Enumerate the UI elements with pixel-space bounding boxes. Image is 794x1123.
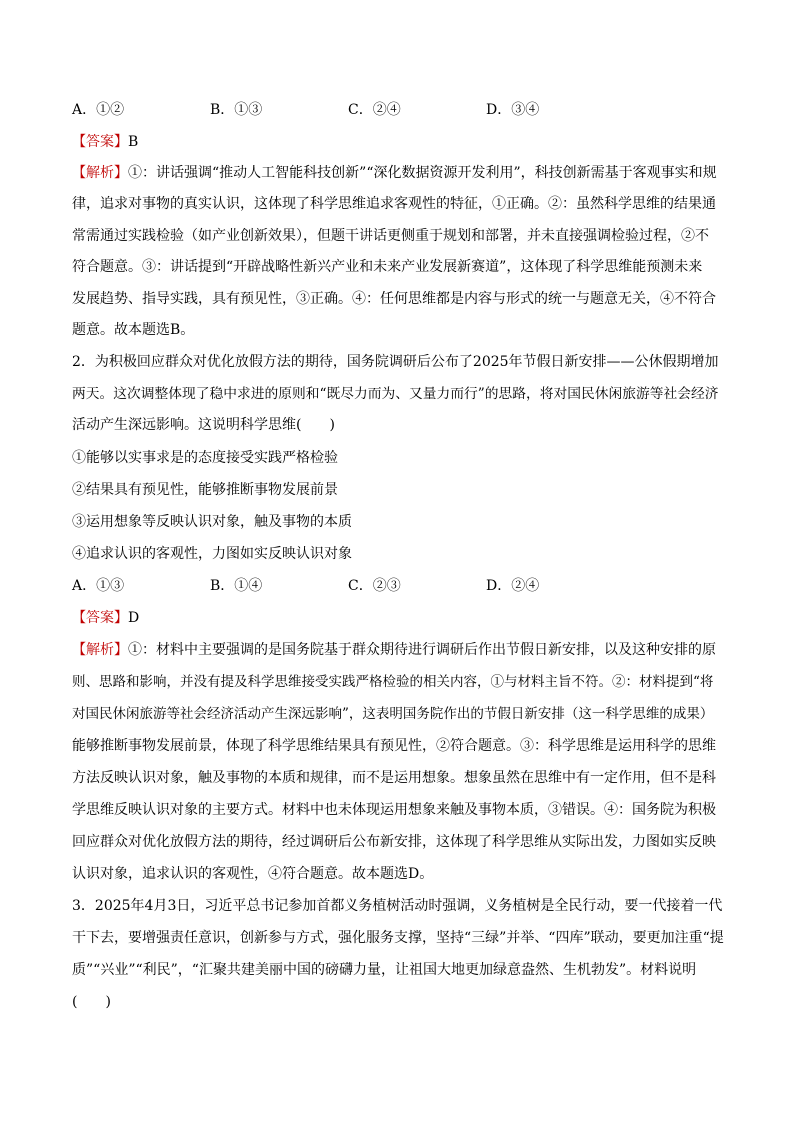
q1-analysis-line: 发展趋势、指导实践，具有预见性，③正确。④：任何思维都是内容与形式的统一与题意无关，④不符合	[72, 291, 716, 307]
q2-option-d: D．②④	[486, 578, 540, 594]
analysis-text: ①：材料中主要强调的是国务院基于群众期待进行调研后作出节假日新安排，以及这种安排的原	[128, 642, 716, 658]
q2-analysis-line: 则、思路和影响，并没有提及科学思维接受实践严格检验的相关内容，①与材料主旨不符。②：材料提到“将	[72, 674, 714, 690]
q2-analysis-line	[72, 640, 724, 660]
answer-label: 【答案】	[72, 134, 128, 150]
answer-label: 【答案】	[72, 610, 128, 626]
q2-analysis-line: 回应群众对优化放假方法的期待，经过调研后公布新安排，这体现了科学思维从实际出发，力图如实反映	[72, 834, 716, 850]
q2-choice: ①能够以实事求是的态度接受实践严格检验	[72, 450, 338, 466]
q1-analysis-line: 律，追求对事物的真实认识，这体现了科学思维追求客观性的特征，①正确。②：虽然科学思维的结果通	[72, 196, 716, 212]
q2-choice: ③运用想象等反映认识对象，触及事物的本质	[72, 514, 352, 530]
q3-stem-line: ( )	[72, 994, 111, 1010]
q1-analysis-line: 符合题意。③：讲话提到“开辟战略性新兴产业和未来产业发展新赛道”，这体现了科学思维能预测未来	[72, 259, 703, 275]
q1-option-c: C．②④	[348, 102, 401, 118]
analysis-label: 【解析】	[72, 642, 128, 658]
q1-analysis-line: 常需通过实践检验（如产业创新效果），但题干讲话更侧重于规划和部署，并未直接强调检验过程，②不	[72, 228, 709, 244]
q2-answer	[72, 608, 724, 628]
q2-choice: ④追求认识的客观性，力图如实反映认识对象	[72, 546, 352, 562]
q1-analysis-line: 题意。故本题选B。	[72, 322, 195, 338]
q1-option-b: B．①③	[210, 102, 263, 118]
q2-analysis-line: 能够推断事物发展前景，体现了科学思维结果具有预见性，②符合题意。③：科学思维是运用科学的思维	[72, 738, 716, 754]
q3-stem-line: 3．2025年4月3日，习近平总书记参加首都义务植树活动时强调，义务植树是全民行动，要一代接着一代	[72, 898, 723, 914]
q2-stem-line: 2．为积极回应群众对优化放假方法的期待，国务院调研后公布了2025年节假日新安排——公休假期增加	[72, 354, 719, 370]
q2-option-a: A．①③	[72, 578, 125, 594]
analysis-text: ①：讲话强调“推动人工智能科技创新”“深化数据资源开发利用”，科技创新需基于客观事实和规	[128, 165, 717, 181]
q2-choice: ②结果具有预见性，能够推断事物发展前景	[72, 482, 338, 498]
answer-value: B	[128, 134, 139, 150]
q1-option-a: A．①②	[72, 102, 125, 118]
q2-analysis-line: 学思维反映认识对象的主要方式。材料中也未体现运用想象来触及事物本质，③错误。④：国务院为积极	[72, 802, 716, 818]
q1-option-d: D．③④	[486, 102, 540, 118]
q2-analysis-line: 对国民休闲旅游等社会经济活动产生深远影响”，这表明国务院作出的节假日新安排（这一科学思维的成果）	[72, 706, 714, 722]
q2-stem-line: 活动产生深远影响。这说明科学思维( )	[72, 417, 335, 433]
answer-value: D	[128, 610, 140, 626]
q3-stem-line: 质”“兴业”“利民”，“汇聚共建美丽中国的磅礴力量，让祖国大地更加绿意盎然、生机勃发”。材料说明	[72, 962, 697, 978]
q1-answer	[72, 132, 724, 152]
q2-option-c: C．②③	[348, 578, 401, 594]
q2-analysis-line: 认识对象，追求认识的客观性，④符合题意。故本题选D。	[72, 866, 434, 882]
analysis-label: 【解析】	[72, 165, 128, 181]
q3-stem-line: 干下去，要增强责任意识，创新参与方式，强化服务支撑，坚持“三绿”并举、“四库”联动，要更加注重“提	[72, 930, 724, 946]
q1-analysis-line	[72, 163, 724, 183]
q2-option-b: B．①④	[210, 578, 263, 594]
q2-stem-line: 两天。这次调整体现了稳中求进的原则和“既尽力而为、又量力而行”的思路，将对国民休闲旅游等社会经济	[72, 386, 719, 402]
q2-analysis-line: 方法反映认识对象，触及事物的本质和规律，而不是运用想象。想象虽然在思维中有一定作用，但不是科	[72, 770, 716, 786]
